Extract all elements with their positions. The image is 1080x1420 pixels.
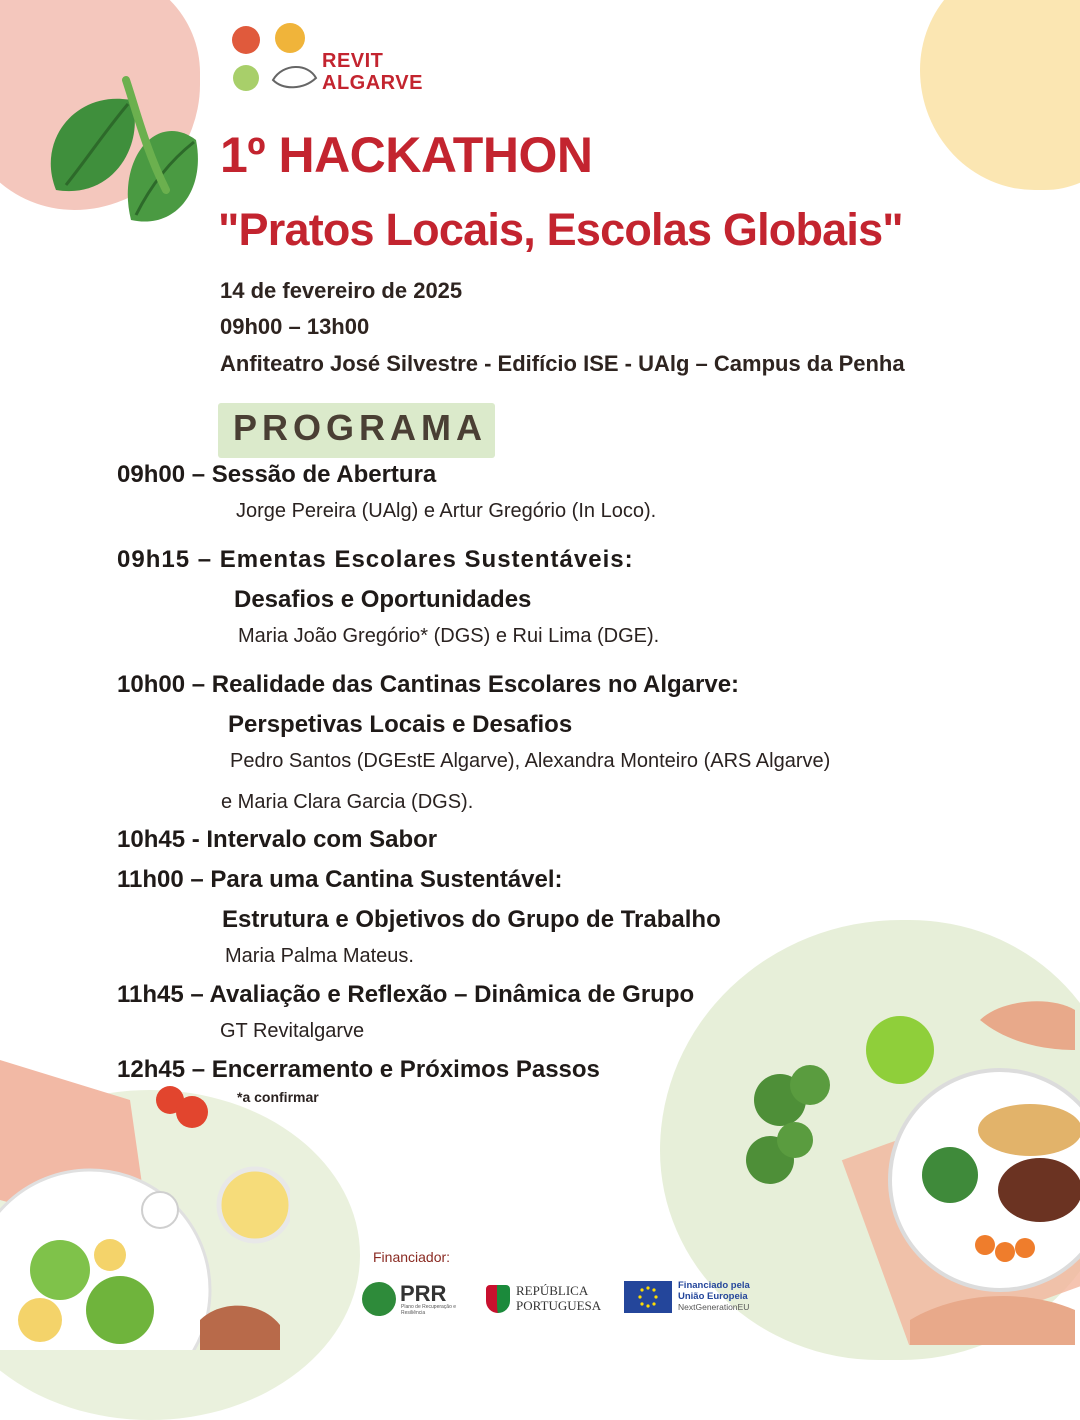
program-item-title: 11h45 – Avaliação e Reflexão – Dinâmica de Grupo <box>117 981 695 1008</box>
republica-portuguesa-logo: REPÚBLICA PORTUGUESA <box>516 1283 602 1313</box>
republica-emblem-icon <box>486 1285 510 1313</box>
prr-logo-subtitle: Plano de Recuperação e Resiliência <box>401 1304 457 1316</box>
event-time: 09h00 – 13h00 <box>220 314 370 339</box>
eu-funding-logo: Financiado pela União Europeia NextGenerationEU <box>678 1280 750 1312</box>
salad-illustration <box>0 1060 290 1350</box>
program-item-speakers: Maria João Gregório* (DGS) e Rui Lima (DGE). <box>238 625 660 647</box>
eu-flag-icon <box>624 1281 672 1313</box>
program-item-speakers: Jorge Pereira (UAlg) e Artur Gregório (In Loco). <box>236 500 657 522</box>
prr-logo-text: PRR <box>400 1281 447 1306</box>
program-item-speakers: Maria Palma Mateus. <box>225 945 414 967</box>
program-item-title: 12h45 – Encerramento e Próximos Passos <box>117 1056 600 1083</box>
spinach-illustration <box>36 70 206 235</box>
programa-label: PROGRAMA <box>233 407 487 448</box>
footnote: *a confirmar <box>237 1089 319 1105</box>
financiador-label: Financiador: <box>373 1249 451 1265</box>
event-subtitle: "Pratos Locais, Escolas Globais" <box>218 204 903 255</box>
program-item-subtitle: Perspetivas Locais e Desafios <box>228 711 573 738</box>
prr-logo-icon <box>362 1282 396 1316</box>
program-item-title: 10h45 - Intervalo com Sabor <box>117 826 438 853</box>
event-title: 1º HACKATHON <box>220 127 593 183</box>
program-item-speakers: Pedro Santos (DGEstE Algarve), Alexandra Monteiro (ARS Algarve) <box>230 750 831 772</box>
event-venue: Anfiteatro José Silvestre - Edifício ISE - UAlg – Campus da Penha <box>220 351 905 376</box>
program-item-title: 09h00 – Sessão de Abertura <box>117 461 437 488</box>
decor-blob-top-right <box>920 0 1080 190</box>
program-item-title: 09h15 – Ementas Escolares Sustentáveis: <box>117 546 634 573</box>
brand-name: REVIT ALGARVE <box>322 50 423 94</box>
program-item-title: 10h00 – Realidade das Cantinas Escolares no Algarve: <box>117 671 740 698</box>
program-item-subtitle: Desafios e Oportunidades <box>234 586 532 613</box>
event-date: 14 de fevereiro de 2025 <box>220 278 463 303</box>
revit-algarve-logo <box>228 18 320 98</box>
program-item-subtitle: Estrutura e Objetivos do Grupo de Trabalho <box>222 906 721 933</box>
program-item-speakers-continued: e Maria Clara Garcia (DGS). <box>221 791 474 813</box>
food-plate-illustration <box>730 990 1080 1345</box>
program-item-speakers: GT Revitalgarve <box>220 1020 365 1042</box>
program-item-title: 11h00 – Para uma Cantina Sustentável: <box>117 866 563 893</box>
